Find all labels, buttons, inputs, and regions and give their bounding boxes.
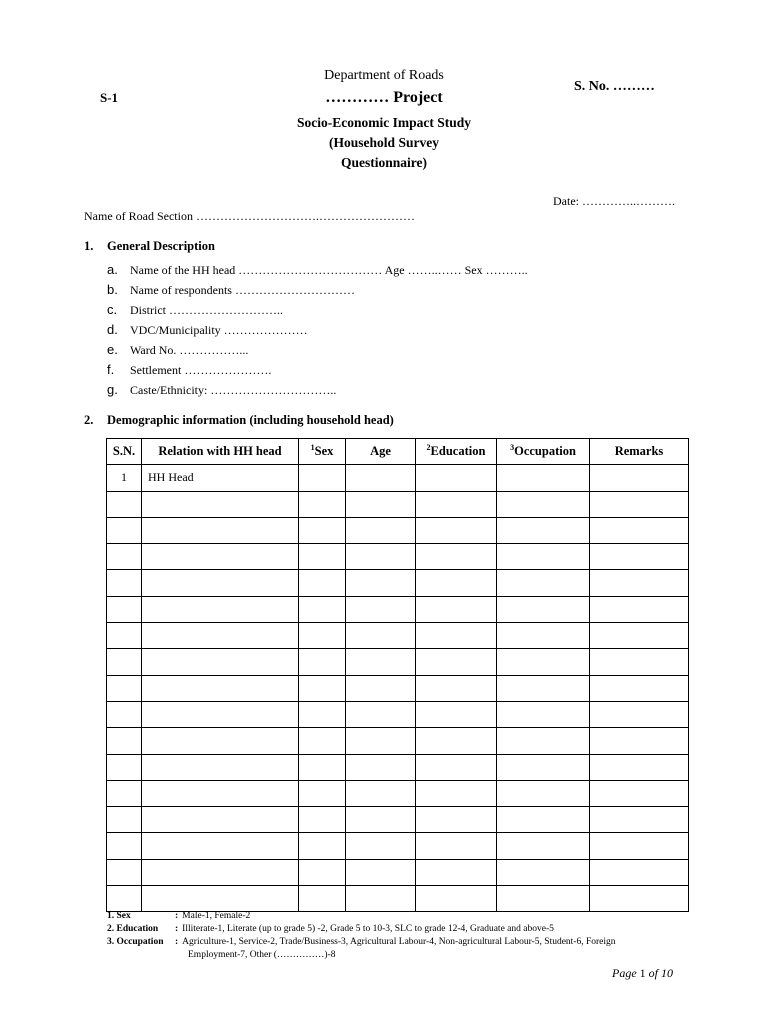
table-row [107, 728, 689, 754]
list-item-hh-head [107, 262, 528, 282]
table-cell [299, 780, 346, 806]
table-cell [107, 780, 142, 806]
road-section-field: Name of Road Section ………………………….…………………… [84, 209, 415, 223]
table-cell [346, 754, 416, 780]
study-title [0, 113, 768, 173]
table-cell [107, 728, 142, 754]
footnote-occupation-continuation: Employment-7, Other (……………)-8 [188, 950, 336, 960]
table-cell [142, 859, 299, 885]
table-row [107, 807, 689, 833]
footnote-occupation: 3. Occupation : Agriculture-1, Service-2, Trade/Business-3, Agricultural Labour-4, Non-agricultural Labour-5, Student-6, Foreign [107, 937, 616, 947]
list-letter: c. [107, 302, 118, 317]
table-cell [107, 886, 142, 912]
table-cell [416, 465, 497, 491]
table-cell [299, 570, 346, 596]
list-letter: d. [107, 322, 118, 337]
table-cell [346, 886, 416, 912]
table-cell [107, 517, 142, 543]
table-cell [416, 675, 497, 701]
table-cell [497, 649, 590, 675]
table-cell [346, 491, 416, 517]
table-cell [416, 833, 497, 859]
list-text: Ward No. ……………... [130, 343, 249, 357]
table-cell [590, 886, 689, 912]
footnote-sex: 1. Sex : Male-1, Female-2 [107, 911, 251, 921]
table-cell [590, 675, 689, 701]
serial-number: S. No. ……… [574, 79, 655, 94]
table-cell [346, 596, 416, 622]
table-cell [497, 807, 590, 833]
table-cell [107, 807, 142, 833]
table-cell [497, 754, 590, 780]
section-number: 2. [84, 413, 94, 427]
page-number: Page 1 of 10 [612, 966, 673, 980]
section-number: 1. [84, 239, 94, 253]
table-row [107, 859, 689, 885]
table-cell [416, 886, 497, 912]
list-item-respondents [107, 282, 528, 302]
table-cell [346, 570, 416, 596]
table-cell [142, 675, 299, 701]
table-cell [299, 886, 346, 912]
table-cell [590, 833, 689, 859]
column-header: $^1$Sex [299, 439, 346, 465]
table-row [107, 886, 689, 912]
table-cell [142, 596, 299, 622]
list-item-district [107, 302, 528, 322]
table-cell [299, 859, 346, 885]
footnotes [107, 910, 616, 962]
table-cell [142, 807, 299, 833]
list-letter: f. [107, 362, 115, 377]
date-field: Date: …………..………. [553, 194, 675, 208]
table-cell [416, 807, 497, 833]
table-row [107, 649, 689, 675]
section-title: General Description [107, 239, 215, 253]
table-cell [590, 701, 689, 727]
table-cell [590, 807, 689, 833]
list-item-ward [107, 342, 528, 362]
table-cell [497, 544, 590, 570]
table-cell [416, 754, 497, 780]
list-item-vdc [107, 322, 528, 342]
table-cell [299, 807, 346, 833]
demographic-table [106, 438, 689, 912]
table-cell [497, 886, 590, 912]
table-cell [142, 780, 299, 806]
table-cell [590, 570, 689, 596]
table-cell [590, 623, 689, 649]
footnote-education: 2. Education : Illiterate-1, Literate (up to grade 5) -2, Grade 5 to 10-3, SLC to grade 12-4, Graduate and above-5 [107, 924, 554, 934]
table-cell [590, 780, 689, 806]
study-title-line-2: (Household Survey [329, 135, 439, 150]
table-cell [416, 859, 497, 885]
table-cell [142, 754, 299, 780]
table-cell [142, 728, 299, 754]
table-cell [416, 491, 497, 517]
table-cell [346, 701, 416, 727]
table-cell [416, 649, 497, 675]
table-cell [142, 570, 299, 596]
table-cell [346, 623, 416, 649]
table-cell [416, 570, 497, 596]
column-header: Relation with HH head [142, 439, 299, 465]
table-cell [497, 491, 590, 517]
list-item-settlement [107, 362, 528, 382]
table-cell [590, 465, 689, 491]
table-cell [299, 675, 346, 701]
table-cell [346, 465, 416, 491]
table-header-row [107, 439, 689, 465]
table-cell [142, 701, 299, 727]
list-text: Name of respondents ………………………… [130, 283, 355, 297]
table-cell [107, 859, 142, 885]
table-cell [346, 649, 416, 675]
table-cell [299, 649, 346, 675]
table-cell [142, 886, 299, 912]
section-demographic-information [84, 413, 394, 428]
table-cell [416, 544, 497, 570]
table-row [107, 833, 689, 859]
table-cell [107, 754, 142, 780]
general-description-list [107, 262, 528, 402]
table-cell [590, 649, 689, 675]
table-cell [107, 623, 142, 649]
table-cell [299, 596, 346, 622]
table-cell [590, 517, 689, 543]
table-cell [497, 517, 590, 543]
table-cell [346, 675, 416, 701]
table-cell [142, 544, 299, 570]
table-cell [590, 544, 689, 570]
table-cell [346, 544, 416, 570]
table-cell [107, 701, 142, 727]
table-cell [590, 728, 689, 754]
table-cell [299, 517, 346, 543]
list-letter: b. [107, 282, 118, 297]
table-cell [299, 833, 346, 859]
table-row [107, 754, 689, 780]
column-header: S.N. [107, 439, 142, 465]
table-row [107, 675, 689, 701]
table-cell: HH Head [142, 465, 299, 491]
table-cell [590, 754, 689, 780]
study-title-line-3: Questionnaire) [340, 155, 427, 170]
form-code: S-1 [100, 90, 119, 105]
table-cell [416, 623, 497, 649]
table-cell [107, 570, 142, 596]
table-row [107, 570, 689, 596]
table-cell [346, 780, 416, 806]
table-cell [497, 623, 590, 649]
table-cell: 1 [107, 465, 142, 491]
list-text: District ……………………….. [130, 303, 283, 317]
table-cell [416, 517, 497, 543]
column-header: $^2$Education [416, 439, 497, 465]
table-cell [142, 517, 299, 543]
column-header: $^3$Occupation [497, 439, 590, 465]
table-row [107, 780, 689, 806]
table-cell [590, 491, 689, 517]
table-cell [590, 859, 689, 885]
table-cell [346, 517, 416, 543]
table-cell [299, 465, 346, 491]
list-letter: g. [107, 382, 118, 397]
table-cell [299, 701, 346, 727]
table-cell [497, 701, 590, 727]
project-title: ………… Project [325, 89, 443, 106]
table-cell [497, 728, 590, 754]
table-row [107, 465, 689, 491]
table-cell [346, 728, 416, 754]
table-cell [299, 623, 346, 649]
table-cell [497, 570, 590, 596]
section-title: Demographic information (including household head) [107, 413, 394, 427]
table-cell [497, 675, 590, 701]
table-cell [142, 833, 299, 859]
table-cell [142, 491, 299, 517]
table-cell [346, 859, 416, 885]
table-row [107, 623, 689, 649]
table-cell [497, 859, 590, 885]
table-cell [416, 596, 497, 622]
list-text: Settlement …………………. [130, 363, 272, 377]
table-cell [497, 780, 590, 806]
table-cell [299, 728, 346, 754]
table-cell [416, 701, 497, 727]
column-header: Age [346, 439, 416, 465]
table-row [107, 596, 689, 622]
table-cell [346, 807, 416, 833]
table-cell [416, 728, 497, 754]
table-cell [107, 833, 142, 859]
table-cell [299, 491, 346, 517]
column-header: Remarks [590, 439, 689, 465]
table-row [107, 701, 689, 727]
table-row [107, 517, 689, 543]
table-cell [299, 754, 346, 780]
table-cell [107, 675, 142, 701]
table-cell [107, 544, 142, 570]
table-cell [590, 596, 689, 622]
table-row [107, 491, 689, 517]
list-text: Caste/Ethnicity: ………………………….. [130, 383, 337, 397]
table-cell [107, 649, 142, 675]
organization-name: Department of Roads [324, 68, 444, 83]
table-cell [416, 780, 497, 806]
list-letter: e. [107, 342, 118, 357]
table-cell [497, 465, 590, 491]
list-text: Name of the HH head ……………………………… Age ……..…… Sex ……….. [130, 263, 528, 277]
table-row [107, 544, 689, 570]
table-cell [107, 596, 142, 622]
table-cell [497, 596, 590, 622]
list-item-caste [107, 382, 528, 402]
list-text: VDC/Municipality ………………… [130, 323, 308, 337]
table-cell [142, 649, 299, 675]
list-letter: a. [107, 262, 118, 277]
table-cell [497, 833, 590, 859]
table-cell [299, 544, 346, 570]
study-title-line-1: Socio-Economic Impact Study [296, 115, 471, 130]
table-cell [107, 491, 142, 517]
table-cell [142, 623, 299, 649]
table-cell [346, 833, 416, 859]
section-general-description [84, 239, 215, 254]
